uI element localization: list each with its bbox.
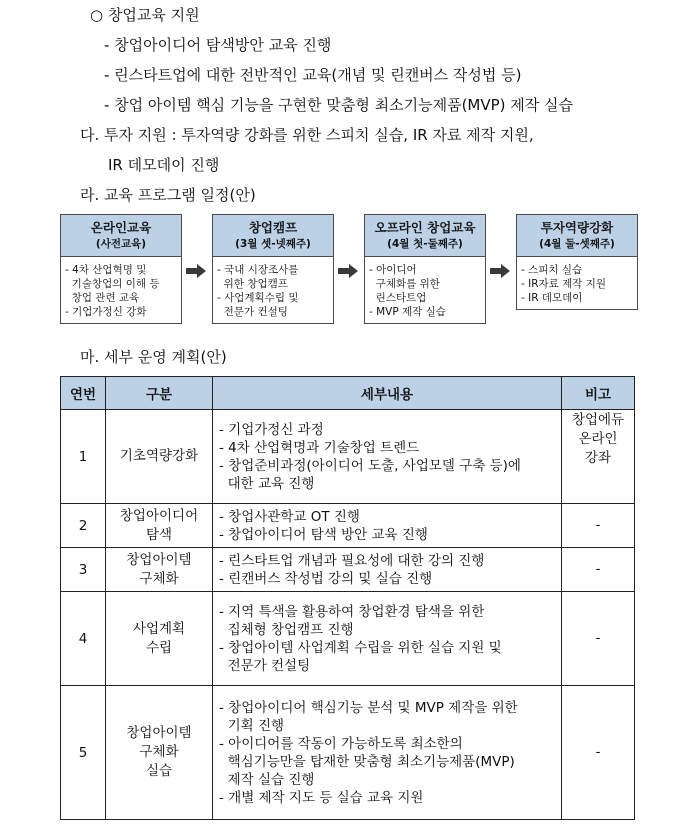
detail-line: - 창업아이디어 핵심기능 분석 및 MVP 제작을 위한 (219, 699, 518, 716)
flow-box-investment (516, 214, 638, 310)
detail-line: 제작 실습 진행 (219, 771, 315, 788)
flow-box-line: - 4차 산업혁명 및 (65, 264, 147, 276)
arrow-right-icon (338, 264, 358, 278)
detail-line: 핵심기능만을 탑재한 맞춤형 최소기능제품(MVP) (219, 753, 515, 770)
flow-box-line: 구체화를 위한 (369, 278, 440, 290)
flow-box-title: 투자역량강화 (540, 220, 614, 235)
flow-box-body (365, 257, 485, 323)
row-category: 창업아이템 구체화 실습 (106, 686, 213, 820)
schedule-title: 라. 교육 프로그램 일정(안) (80, 186, 256, 204)
table-row (61, 410, 635, 504)
flow-box-line: 창업 관련 교육 (65, 292, 140, 304)
operation-plan-table (60, 376, 635, 820)
investment-support-line-2: IR 데모데이 진행 (108, 156, 220, 174)
flow-box-body (517, 257, 637, 309)
flow-box-title: 창업캠프 (248, 220, 298, 235)
flow-box-body (213, 257, 333, 323)
header-note: 비고 (562, 377, 635, 410)
row-details (213, 548, 562, 592)
flow-box-line: 전문가 컨설팅 (217, 306, 288, 318)
row-category: 사업계획 수립 (106, 592, 213, 686)
flow-box-online (60, 214, 182, 324)
intro-item-1: - 창업아이디어 탐색방안 교육 진행 (104, 36, 332, 54)
row-note: - (562, 548, 635, 592)
flow-box-header (365, 215, 485, 257)
detail-line: - 린스타트업 개념과 필요성에 대한 강의 진행 (219, 552, 485, 569)
flow-box-line: 린스타트업 (369, 292, 427, 304)
detail-line: - 창업사관학교 OT 진행 (219, 508, 360, 525)
flow-box-title: 오프라인 창업교육 (374, 220, 476, 235)
flow-box-header (517, 215, 637, 257)
investment-support-line-1: 다. 투자 지원 : 투자역량 강화를 위한 스피치 실습, IR 자료 제작 지원, (80, 126, 534, 144)
row-category: 기초역량강화 (106, 410, 213, 504)
intro-item-3: - 창업 아이템 핵심 기능을 구현한 맞춤형 최소기능제품(MVP) 제작 실습 (104, 96, 574, 114)
row-note: - (562, 592, 635, 686)
detail-line: 전문가 컨설팅 (219, 657, 311, 674)
flow-box-line: - 사업계획수립 및 (217, 292, 299, 304)
detail-line: - 아이디어를 작동이 가능하도록 최소한의 (219, 735, 463, 752)
row-details (213, 592, 562, 686)
detail-line: - 지역 특색을 활용하여 창업환경 탐색을 위한 (219, 603, 485, 620)
table-row (61, 686, 635, 820)
flow-box-title: 온라인교육 (90, 220, 152, 235)
table-row (61, 592, 635, 686)
flow-box-line: 위한 창업캠프 (217, 278, 288, 290)
detail-line: - 개별 제작 지도 등 실습 교육 지원 (219, 789, 424, 806)
arrow-right-icon (186, 264, 206, 278)
program-schedule-flow (0, 214, 693, 339)
row-note: 창업에듀 온라인 강좌 (562, 410, 635, 504)
intro-heading: ○ 창업교육 지원 (90, 6, 200, 24)
intro-item-2: - 린스타트업에 대한 전반적인 교육(개념 및 린캔버스 작성법 등) (104, 66, 522, 84)
flow-box-offline (364, 214, 486, 324)
flow-box-subtitle: (4월 둘-셋째주) (539, 238, 615, 250)
detail-line: 집체형 창업캠프 진행 (219, 621, 354, 638)
flow-box-camp (212, 214, 334, 324)
detail-line: - 창업아이디어 탐색 방안 교육 진행 (219, 526, 428, 543)
row-details (213, 504, 562, 548)
table-header-row (61, 377, 635, 410)
flow-box-line: 기술창업의 이해 등 (65, 278, 160, 290)
detail-line: - 4차 산업혁명과 기술창업 트렌드 (219, 439, 420, 456)
flow-box-line: - 기업가정신 강화 (65, 306, 147, 318)
row-number: 5 (61, 686, 106, 820)
row-details (213, 410, 562, 504)
flow-box-line: - 국내 시장조사를 (217, 264, 299, 276)
row-category: 창업아이템 구체화 (106, 548, 213, 592)
flow-box-line: - IR 데모데이 (521, 292, 583, 304)
detail-line: - 린캔버스 작성법 강의 및 실습 진행 (219, 570, 433, 587)
flow-box-subtitle: (사전교육) (95, 238, 147, 250)
detail-line: - 창업준비과정(아이디어 도출, 사업모델 구축 등)에 (219, 457, 521, 474)
row-number: 4 (61, 592, 106, 686)
flow-box-subtitle: (4월 첫-둘째주) (387, 238, 463, 250)
flow-box-subtitle: (3월 셋-넷째주) (235, 238, 311, 250)
detail-line: - 기업가정신 과정 (219, 421, 324, 438)
operation-plan-title: 마. 세부 운영 계획(안) (80, 348, 227, 366)
table-row (61, 548, 635, 592)
flow-box-line: - 아이디어 (369, 264, 417, 276)
flow-box-line: - IR자료 제작 지원 (521, 278, 607, 290)
detail-line: 대한 교육 진행 (219, 475, 315, 492)
flow-box-header (61, 215, 181, 257)
row-number: 2 (61, 504, 106, 548)
flow-box-line: - 스피치 실습 (521, 264, 583, 276)
flow-box-line: - MVP 제작 실습 (369, 306, 446, 318)
arrow-right-icon (490, 264, 510, 278)
flow-box-body (61, 257, 181, 323)
header-category: 구분 (106, 377, 213, 410)
row-note: - (562, 504, 635, 548)
row-note: - (562, 686, 635, 820)
row-details (213, 686, 562, 820)
row-number: 1 (61, 410, 106, 504)
row-number: 3 (61, 548, 106, 592)
table-row (61, 504, 635, 548)
row-category: 창업아이디어 탐색 (106, 504, 213, 548)
header-no: 연번 (61, 377, 106, 410)
detail-line: - 창업아이템 사업계획 수립을 위한 실습 지원 및 (219, 639, 502, 656)
detail-line: 기획 진행 (219, 717, 285, 734)
header-details: 세부내용 (213, 377, 562, 410)
flow-box-header (213, 215, 333, 257)
